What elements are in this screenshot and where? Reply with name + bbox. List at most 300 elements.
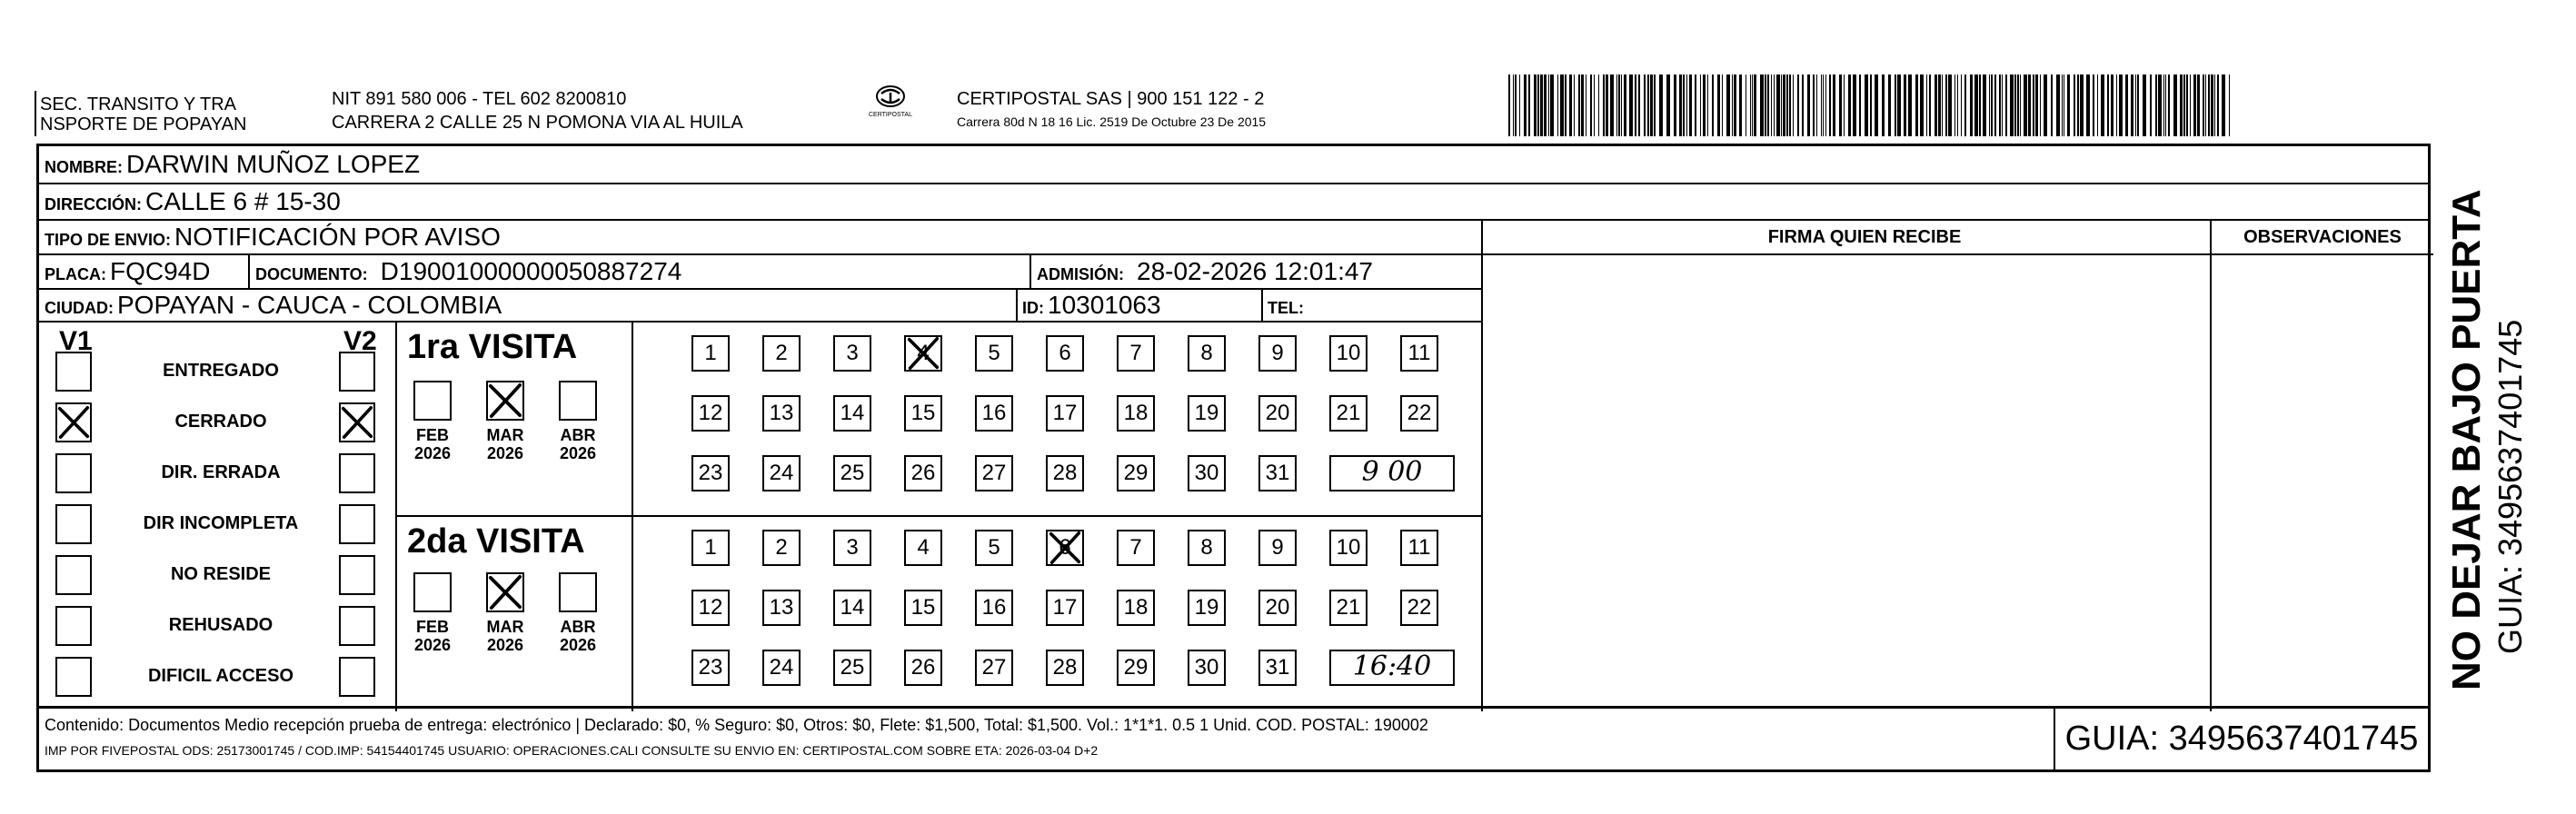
placa-cell (45, 255, 210, 293)
barcode-bar (1635, 74, 1636, 136)
barcode-bar (2005, 74, 2007, 136)
barcode-bar (1689, 74, 1692, 136)
documento-value: D19001000000050887274 (380, 257, 682, 285)
certipostal-logo (854, 84, 927, 134)
v1-checkbox-dificil-acceso[interactable] (55, 657, 92, 697)
state-label-dir-errada: DIR. ERRADA (161, 462, 281, 482)
sender-line2: NSPORTE DE POPAYAN (40, 114, 247, 134)
barcode-bar (2165, 74, 2166, 136)
v2-divider (395, 323, 397, 711)
second-visit-day-22[interactable]: 22 (1400, 590, 1438, 626)
barcode (1508, 74, 2235, 136)
second-visit-month-checkbox-abr[interactable] (559, 572, 597, 612)
second-visit-day-8[interactable]: 8 (1188, 530, 1226, 566)
barcode-bar (1598, 74, 1599, 136)
first-visit-day-17[interactable]: 17 (1046, 395, 1084, 432)
visit-split-line (395, 515, 1483, 517)
barcode-bar (1895, 74, 1896, 136)
v1-checkbox-no-reside[interactable] (55, 555, 92, 595)
barcode-bar (2074, 74, 2075, 136)
barcode-bar (1853, 74, 1856, 136)
first-visit-day-23[interactable]: 23 (691, 455, 730, 491)
barcode-bar (1948, 74, 1952, 136)
state-label-dificil-acceso: DIFICIL ACCESO (147, 666, 293, 686)
second-visit-day-20[interactable]: 20 (1258, 590, 1297, 626)
x-check-mark (488, 574, 522, 610)
barcode-bar (1524, 74, 1527, 136)
observaciones-divider (2210, 221, 2212, 711)
admision-label: ADMISIÓN: (1037, 265, 1124, 283)
barcode-bar (2193, 74, 2196, 136)
barcode-bar (1726, 74, 1730, 136)
side-warning: NO DEJAR BAJO PUERTA (2444, 189, 2489, 690)
barcode-bar (1789, 74, 1791, 136)
state-label-rehusado: REHUSADO (168, 615, 274, 635)
barcode-bar (1989, 74, 1990, 136)
barcode-bar (1991, 74, 1993, 136)
state-label-cerrado: CERRADO (174, 412, 267, 432)
state-label-entregado: ENTREGADO (163, 361, 279, 381)
second-visit-day-16[interactable]: 16 (975, 590, 1013, 626)
barcode-bar (1534, 74, 1537, 136)
barcode-bar (1703, 74, 1706, 136)
barcode-bar (1825, 74, 1826, 136)
barcode-bar (1569, 74, 1572, 136)
barcode-bar (1574, 74, 1575, 136)
barcode-bar (2116, 74, 2117, 136)
second-visit-day-25[interactable]: 25 (833, 650, 871, 686)
barcode-bar (1829, 74, 1831, 136)
v1-checkbox-cerrado[interactable] (55, 402, 92, 442)
barcode-bar (1793, 74, 1794, 136)
x-check-mark (341, 404, 373, 441)
barcode-bar (1760, 74, 1764, 136)
second-visit-day-6[interactable]: 6 (1046, 530, 1084, 566)
nit-block (332, 89, 743, 133)
delivery-form (36, 144, 2431, 709)
barcode-bar (1638, 74, 1640, 136)
barcode-bar (1964, 74, 1966, 136)
barcode-bar (1904, 74, 1906, 136)
barcode-bar (2135, 74, 2136, 136)
barcode-bar (1578, 74, 1580, 136)
first-visit-day-12[interactable]: 12 (691, 395, 730, 432)
barcode-bar (1942, 74, 1943, 136)
v2-checkbox-dir-incompleta[interactable] (339, 504, 375, 544)
tipo-value: NOTIFICACIÓN POR AVISO (174, 223, 501, 251)
first-visit-day-2[interactable]: 2 (762, 335, 801, 372)
barcode-bar (1565, 74, 1566, 136)
month-name: MAR (486, 618, 524, 636)
barcode-bar (2173, 74, 2177, 136)
v1-checkbox-dir-incompleta[interactable] (55, 504, 92, 544)
first-visit-day-25[interactable]: 25 (833, 455, 871, 491)
first-visit-day-8[interactable]: 8 (1188, 335, 1226, 372)
second-visit-day-1[interactable]: 1 (691, 530, 730, 566)
barcode-bar (1679, 74, 1682, 136)
barcode-bar (2119, 74, 2123, 136)
header-left-bar (35, 91, 36, 136)
x-check-mark (57, 404, 90, 441)
barcode-bar (1540, 74, 1543, 136)
second-visit-day-9[interactable]: 9 (1258, 530, 1297, 566)
barcode-bar (2208, 74, 2210, 136)
barcode-bar (1528, 74, 1530, 136)
month-year: 2026 (559, 636, 597, 654)
x-check-mark (906, 337, 940, 370)
barcode-bar (1717, 74, 1720, 136)
barcode-bar (2024, 74, 2027, 136)
barcode-bar (1882, 74, 1885, 136)
barcode-bar (1750, 74, 1751, 136)
first-visit-month-label-mar (478, 426, 532, 462)
barcode-bar (1821, 74, 1822, 136)
row-direccion (39, 184, 2428, 221)
barcode-bar (2097, 74, 2098, 136)
first-visit-time: 9 00 (1329, 455, 1455, 491)
barcode-bar (1590, 74, 1592, 136)
footer-line2: IMP POR FIVEPOSTAL ODS: 25173001745 / COD.IMP: 54154401745 USUARIO: OPERACIONES.CALI CONSULTE SU ENVIO EN: CERTIPOSTAL.COM SOBRE ETA: 2026-03-04 D+2 (45, 743, 1099, 758)
barcode-bar (1644, 74, 1646, 136)
first-visit-month-label-feb (405, 426, 460, 462)
row-ciudad (39, 290, 1483, 323)
barcode-bar (2044, 74, 2047, 136)
barcode-bar (1999, 74, 2001, 136)
second-visit-day-31[interactable]: 31 (1258, 650, 1297, 686)
nombre-label: NOMBRE: (45, 158, 123, 176)
first-visit-day-1[interactable]: 1 (691, 335, 730, 372)
first-visit-day-10[interactable]: 10 (1329, 335, 1368, 372)
tel-label: TEL: (1268, 299, 1304, 317)
barcode-bar (1908, 74, 1912, 136)
sender-block (40, 94, 246, 134)
barcode-bar (1938, 74, 1941, 136)
second-visit-title: 2da VISITA (407, 522, 585, 561)
company-line2: Carrera 80d N 18 16 Lic. 2519 De Octubre 23 De 2015 (957, 114, 1267, 129)
barcode-bar (1888, 74, 1891, 136)
barcode-bar (1739, 74, 1742, 136)
barcode-bar (1954, 74, 1955, 136)
second-visit-month-label-mar (478, 618, 532, 654)
direccion-label: DIRECCIÓN: (45, 195, 142, 213)
direccion-value: CALLE 6 # 15-30 (145, 187, 341, 215)
footer (36, 709, 2431, 772)
second-visit-day-28[interactable]: 28 (1046, 650, 1084, 686)
barcode-bar (2035, 74, 2038, 136)
barcode-bar (1945, 74, 1947, 136)
first-visit-day-4[interactable]: 4 (904, 335, 942, 372)
barcode-bar (1961, 74, 1962, 136)
first-visit-day-16[interactable]: 16 (975, 395, 1013, 432)
second-visit-day-13[interactable]: 13 (762, 590, 801, 626)
barcode-bar (2190, 74, 2191, 136)
v2-checkbox-dir-errada[interactable] (339, 453, 375, 493)
barcode-bar (2067, 74, 2070, 136)
barcode-bar (2180, 74, 2183, 136)
tipo-label: TIPO DE ENVIO: (45, 231, 172, 249)
v1-label: V1 (59, 326, 93, 356)
month-year: 2026 (486, 444, 524, 462)
barcode-bar (2229, 74, 2230, 136)
logo-icon (875, 84, 906, 109)
second-visit-day-10[interactable]: 10 (1329, 530, 1368, 566)
visit-area (39, 323, 1483, 711)
barcode-bar (2056, 74, 2060, 136)
admision-cell (1037, 255, 1373, 293)
company-line1: CERTIPOSTAL SAS | 900 151 122 - 2 (957, 89, 1265, 109)
barcode-bar (1606, 74, 1608, 136)
month-year: 2026 (413, 636, 452, 654)
second-visit-day-11[interactable]: 11 (1400, 530, 1438, 566)
tel-cell (1268, 290, 1308, 325)
second-visit-day-17[interactable]: 17 (1046, 590, 1084, 626)
second-visit-day-12[interactable]: 12 (691, 590, 730, 626)
barcode-bar (1974, 74, 1978, 136)
barcode-bar (2093, 74, 2094, 136)
barcode-bar (2077, 74, 2079, 136)
second-visit-day-19[interactable]: 19 (1188, 590, 1226, 626)
second-visit-day-18[interactable]: 18 (1117, 590, 1155, 626)
barcode-bar (2062, 74, 2063, 136)
ciudad-divider (1016, 290, 1018, 323)
barcode-bar (1581, 74, 1584, 136)
barcode-bar (1544, 74, 1547, 136)
barcode-bar (1594, 74, 1595, 136)
placa-label: PLACA: (45, 265, 106, 283)
barcode-bar (2168, 74, 2170, 136)
admision-value: 28-02-2026 12:01:47 (1137, 257, 1373, 285)
barcode-bar (1629, 74, 1633, 136)
documento-cell (255, 255, 681, 293)
second-visit-day-7[interactable]: 7 (1117, 530, 1155, 566)
barcode-bar (1659, 74, 1663, 136)
visit-title-divider (632, 323, 633, 711)
barcode-bar (1647, 74, 1649, 136)
v1-checkbox-entregado[interactable] (55, 352, 92, 392)
barcode-bar (1722, 74, 1723, 136)
v1-checkbox-dir-errada[interactable] (55, 453, 92, 493)
first-visit-day-29[interactable]: 29 (1117, 455, 1155, 491)
id-value: 10301063 (1048, 291, 1161, 319)
placa-value: FQC94D (110, 257, 211, 285)
barcode-bar (2028, 74, 2031, 136)
barcode-bar (1765, 74, 1766, 136)
barcode-bar (1752, 74, 1753, 136)
barcode-bar (2033, 74, 2034, 136)
barcode-bar (1859, 74, 1861, 136)
second-visit-month-checkbox-feb[interactable] (413, 572, 452, 612)
first-visit-month-checkbox-mar[interactable] (486, 381, 524, 421)
barcode-bar (1618, 74, 1620, 136)
barcode-bar (1816, 74, 1817, 136)
month-name: ABR (560, 618, 596, 636)
first-visit-day-22[interactable]: 22 (1400, 395, 1438, 432)
v1-checkbox-rehusado[interactable] (55, 606, 92, 646)
first-visit-day-13[interactable]: 13 (762, 395, 801, 432)
ciudad-cell (45, 290, 502, 325)
first-visit-month-checkbox-abr[interactable] (559, 381, 597, 421)
v2-checkbox-entregado[interactable] (339, 352, 375, 392)
barcode-bar (2197, 74, 2200, 136)
second-visit-day-21[interactable]: 21 (1329, 590, 1368, 626)
barcode-bar (1781, 74, 1782, 136)
state-label-no-reside: NO RESIDE (170, 564, 272, 584)
first-visit-day-27[interactable]: 27 (975, 455, 1013, 491)
second-visit-day-3[interactable]: 3 (833, 530, 871, 566)
barcode-bar (1515, 74, 1517, 136)
barcode-bar (2155, 74, 2157, 136)
id-cell (1022, 290, 1161, 325)
v2-checkbox-dificil-acceso[interactable] (339, 657, 375, 697)
barcode-bar (1624, 74, 1626, 136)
first-visit-day-30[interactable]: 30 (1188, 455, 1226, 491)
barcode-bar (1674, 74, 1676, 136)
barcode-bar (1839, 74, 1842, 136)
barcode-bar (2137, 74, 2139, 136)
first-visit-title: 1ra VISITA (407, 328, 578, 366)
barcode-bar (2222, 74, 2225, 136)
barcode-bar (2143, 74, 2146, 136)
barcode-bar (2086, 74, 2090, 136)
barcode-bar (2217, 74, 2219, 136)
barcode-bar (2010, 74, 2014, 136)
barcode-bar (1712, 74, 1714, 136)
first-visit-day-11[interactable]: 11 (1400, 335, 1438, 372)
barcode-bar (2107, 74, 2109, 136)
barcode-bar (1560, 74, 1564, 136)
barcode-bar (1700, 74, 1701, 136)
first-visit-day-28[interactable]: 28 (1046, 455, 1084, 491)
barcode-bar (2150, 74, 2152, 136)
footer-line1: Contenido: Documentos Medio recepción prueba de entrega: electrónico | Declarado: $0, % Seguro: $0, Otros: $0, Flete: $1,500, Total: $1,500. Vol.: 1*1*1. 0.5 1 Unid. COD. POSTAL: 190002 (45, 716, 1428, 734)
id-label: ID: (1022, 299, 1044, 317)
barcode-bar (1844, 74, 1845, 136)
month-name: MAR (486, 426, 524, 444)
side-guia: GUIA: 3495637401745 (2491, 319, 2529, 654)
barcode-bar (1548, 74, 1549, 136)
barcode-bar (1934, 74, 1937, 136)
barcode-bar (1771, 74, 1772, 136)
barcode-bar (1754, 74, 1756, 136)
barcode-bar (1994, 74, 1996, 136)
first-visit-day-15[interactable]: 15 (904, 395, 942, 432)
barcode-bar (1897, 74, 1901, 136)
second-visit-day-2[interactable]: 2 (762, 530, 801, 566)
second-visit-day-23[interactable]: 23 (691, 650, 730, 686)
month-name: FEB (416, 618, 449, 636)
barcode-bar (1833, 74, 1835, 136)
first-visit-day-19[interactable]: 19 (1188, 395, 1226, 432)
barcode-bar (1767, 74, 1769, 136)
second-visit-day-27[interactable]: 27 (975, 650, 1013, 686)
barcode-bar (1957, 74, 1958, 136)
second-visit-month-label-abr (551, 618, 605, 654)
second-visit-time: 16:40 (1329, 650, 1455, 686)
barcode-bar (2214, 74, 2215, 136)
barcode-bar (1686, 74, 1687, 136)
first-visit-day-26[interactable]: 26 (904, 455, 942, 491)
v2-checkbox-cerrado[interactable] (339, 402, 375, 442)
first-visit-month-label-abr (551, 426, 605, 462)
barcode-bar (1983, 74, 1986, 136)
barcode-bar (2080, 74, 2084, 136)
first-visit-day-24[interactable]: 24 (762, 455, 801, 491)
first-visit-day-6[interactable]: 6 (1046, 335, 1084, 372)
second-visit-month-label-feb (405, 618, 460, 654)
id-divider (1261, 290, 1263, 323)
barcode-bar (1783, 74, 1785, 136)
barcode-bar (1732, 74, 1733, 136)
barcode-bar (1970, 74, 1973, 136)
barcode-bar (1616, 74, 1617, 136)
first-visit-day-21[interactable]: 21 (1329, 395, 1368, 432)
company-block (957, 89, 1266, 129)
nit-line2: CARRERA 2 CALLE 25 N POMONA VIA AL HUILA (332, 113, 743, 133)
second-visit-month-checkbox-mar[interactable] (486, 572, 524, 612)
barcode-bar (1695, 74, 1696, 136)
right-edge-line (2428, 221, 2430, 711)
first-visit-day-9[interactable]: 9 (1258, 335, 1297, 372)
barcode-bar (2111, 74, 2114, 136)
barcode-bar (1979, 74, 1981, 136)
barcode-bar (1734, 74, 1736, 136)
second-visit-day-4[interactable]: 4 (904, 530, 942, 566)
second-visit-day-30[interactable]: 30 (1188, 650, 1226, 686)
second-visit-day-14[interactable]: 14 (833, 590, 871, 626)
second-visit-day-24[interactable]: 24 (762, 650, 801, 686)
second-visit-day-29[interactable]: 29 (1117, 650, 1155, 686)
barcode-bar (2002, 74, 2003, 136)
barcode-bar (2017, 74, 2019, 136)
x-check-mark (1048, 531, 1082, 564)
first-visit-day-7[interactable]: 7 (1117, 335, 1155, 372)
month-year: 2026 (559, 444, 597, 462)
barcode-bar (2125, 74, 2128, 136)
barcode-bar (1929, 74, 1931, 136)
first-visit-day-18[interactable]: 18 (1117, 395, 1155, 432)
barcode-bar (1865, 74, 1868, 136)
first-visit-day-3[interactable]: 3 (833, 335, 871, 372)
barcode-bar (1823, 74, 1824, 136)
row-placa (39, 255, 1483, 290)
month-name: ABR (560, 426, 596, 444)
first-visit-month-checkbox-feb[interactable] (413, 381, 452, 421)
barcode-bar (1915, 74, 1918, 136)
v2-checkbox-no-reside[interactable] (339, 555, 375, 595)
month-year: 2026 (486, 636, 524, 654)
second-visit-day-5[interactable]: 5 (975, 530, 1013, 566)
first-visit-day-14[interactable]: 14 (833, 395, 871, 432)
v2-checkbox-rehusado[interactable] (339, 606, 375, 646)
first-visit-day-31[interactable]: 31 (1258, 455, 1297, 491)
second-visit-day-26[interactable]: 26 (904, 650, 942, 686)
footer-guia: GUIA: 3495637401745 (2054, 709, 2428, 769)
first-visit-day-20[interactable]: 20 (1258, 395, 1297, 432)
second-visit-day-15[interactable]: 15 (904, 590, 942, 626)
barcode-bar (2163, 74, 2164, 136)
barcode-bar (1621, 74, 1622, 136)
barcode-bar (1537, 74, 1539, 136)
first-visit-day-5[interactable]: 5 (975, 335, 1013, 372)
barcode-bar (1683, 74, 1685, 136)
row-nombre (39, 146, 2428, 184)
barcode-bar (1550, 74, 1554, 136)
barcode-bar (1920, 74, 1924, 136)
barcode-bar (2101, 74, 2104, 136)
barcode-bar (1654, 74, 1656, 136)
barcode-bar (2186, 74, 2188, 136)
documento-label: DOCUMENTO: (255, 265, 368, 283)
